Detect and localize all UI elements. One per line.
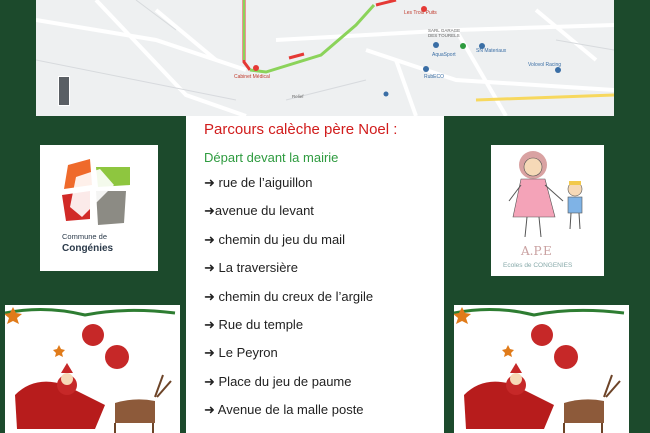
commune-line1: Commune de: [62, 232, 108, 241]
commune-logo: [40, 145, 158, 271]
route-stop: ➜ La traversière: [204, 260, 298, 276]
santa-sleigh-illustration: [454, 305, 629, 433]
route-start: Départ devant la mairie: [204, 150, 339, 165]
map-label-cabinet: Cabinet Médical: [234, 74, 270, 80]
santa-sleigh-image-left: [5, 305, 180, 433]
santa-sleigh-image-right: [454, 305, 629, 433]
commune-line2: Congénies: [62, 243, 114, 254]
ape-logo: [491, 145, 604, 276]
map-label-materiaux: SN Materiaux: [476, 48, 507, 54]
street-view-thumbnail[interactable]: [58, 76, 70, 106]
route-stop: ➜ chemin du creux de l’argile: [204, 288, 374, 304]
route-panel: [186, 116, 444, 433]
route-title: Parcours calèche père Noel :: [204, 121, 398, 138]
route-stop: ➜ Le Peyron: [204, 345, 278, 361]
route-stop: ➜ Rue du temple: [204, 316, 304, 332]
route-stop: ➜ Place du jeu de paume: [204, 373, 352, 389]
map-label-relief: Relief: [292, 94, 304, 99]
route-stop: ➜ Avenue de la malle poste: [204, 402, 364, 418]
route-map[interactable]: [36, 0, 614, 116]
ape-kids-drawing: [491, 145, 604, 276]
commune-emblem: [40, 145, 158, 271]
map-label-volovol: Volovol Racing: [528, 62, 562, 68]
route-stop: ➜ rue de l’aiguillon: [204, 175, 313, 190]
map-roads: [36, 0, 614, 116]
route-stop: ➜avenue du levant: [204, 203, 314, 219]
ape-subtitle: Ecoles de CONGENIES: [503, 262, 573, 269]
map-label-rubeco: RubECO: [424, 74, 445, 80]
map-label-aquasport: AquaSport: [432, 52, 456, 58]
santa-sleigh-illustration: [5, 305, 180, 433]
map-label-tres-puits: Les Trois Puits: [404, 10, 437, 16]
ape-title: A.P.E: [521, 244, 552, 258]
route-stop: ➜ chemin du jeu du mail: [204, 231, 345, 247]
map-label-garage: SARL GARAGE DES TOURELS: [428, 28, 461, 38]
